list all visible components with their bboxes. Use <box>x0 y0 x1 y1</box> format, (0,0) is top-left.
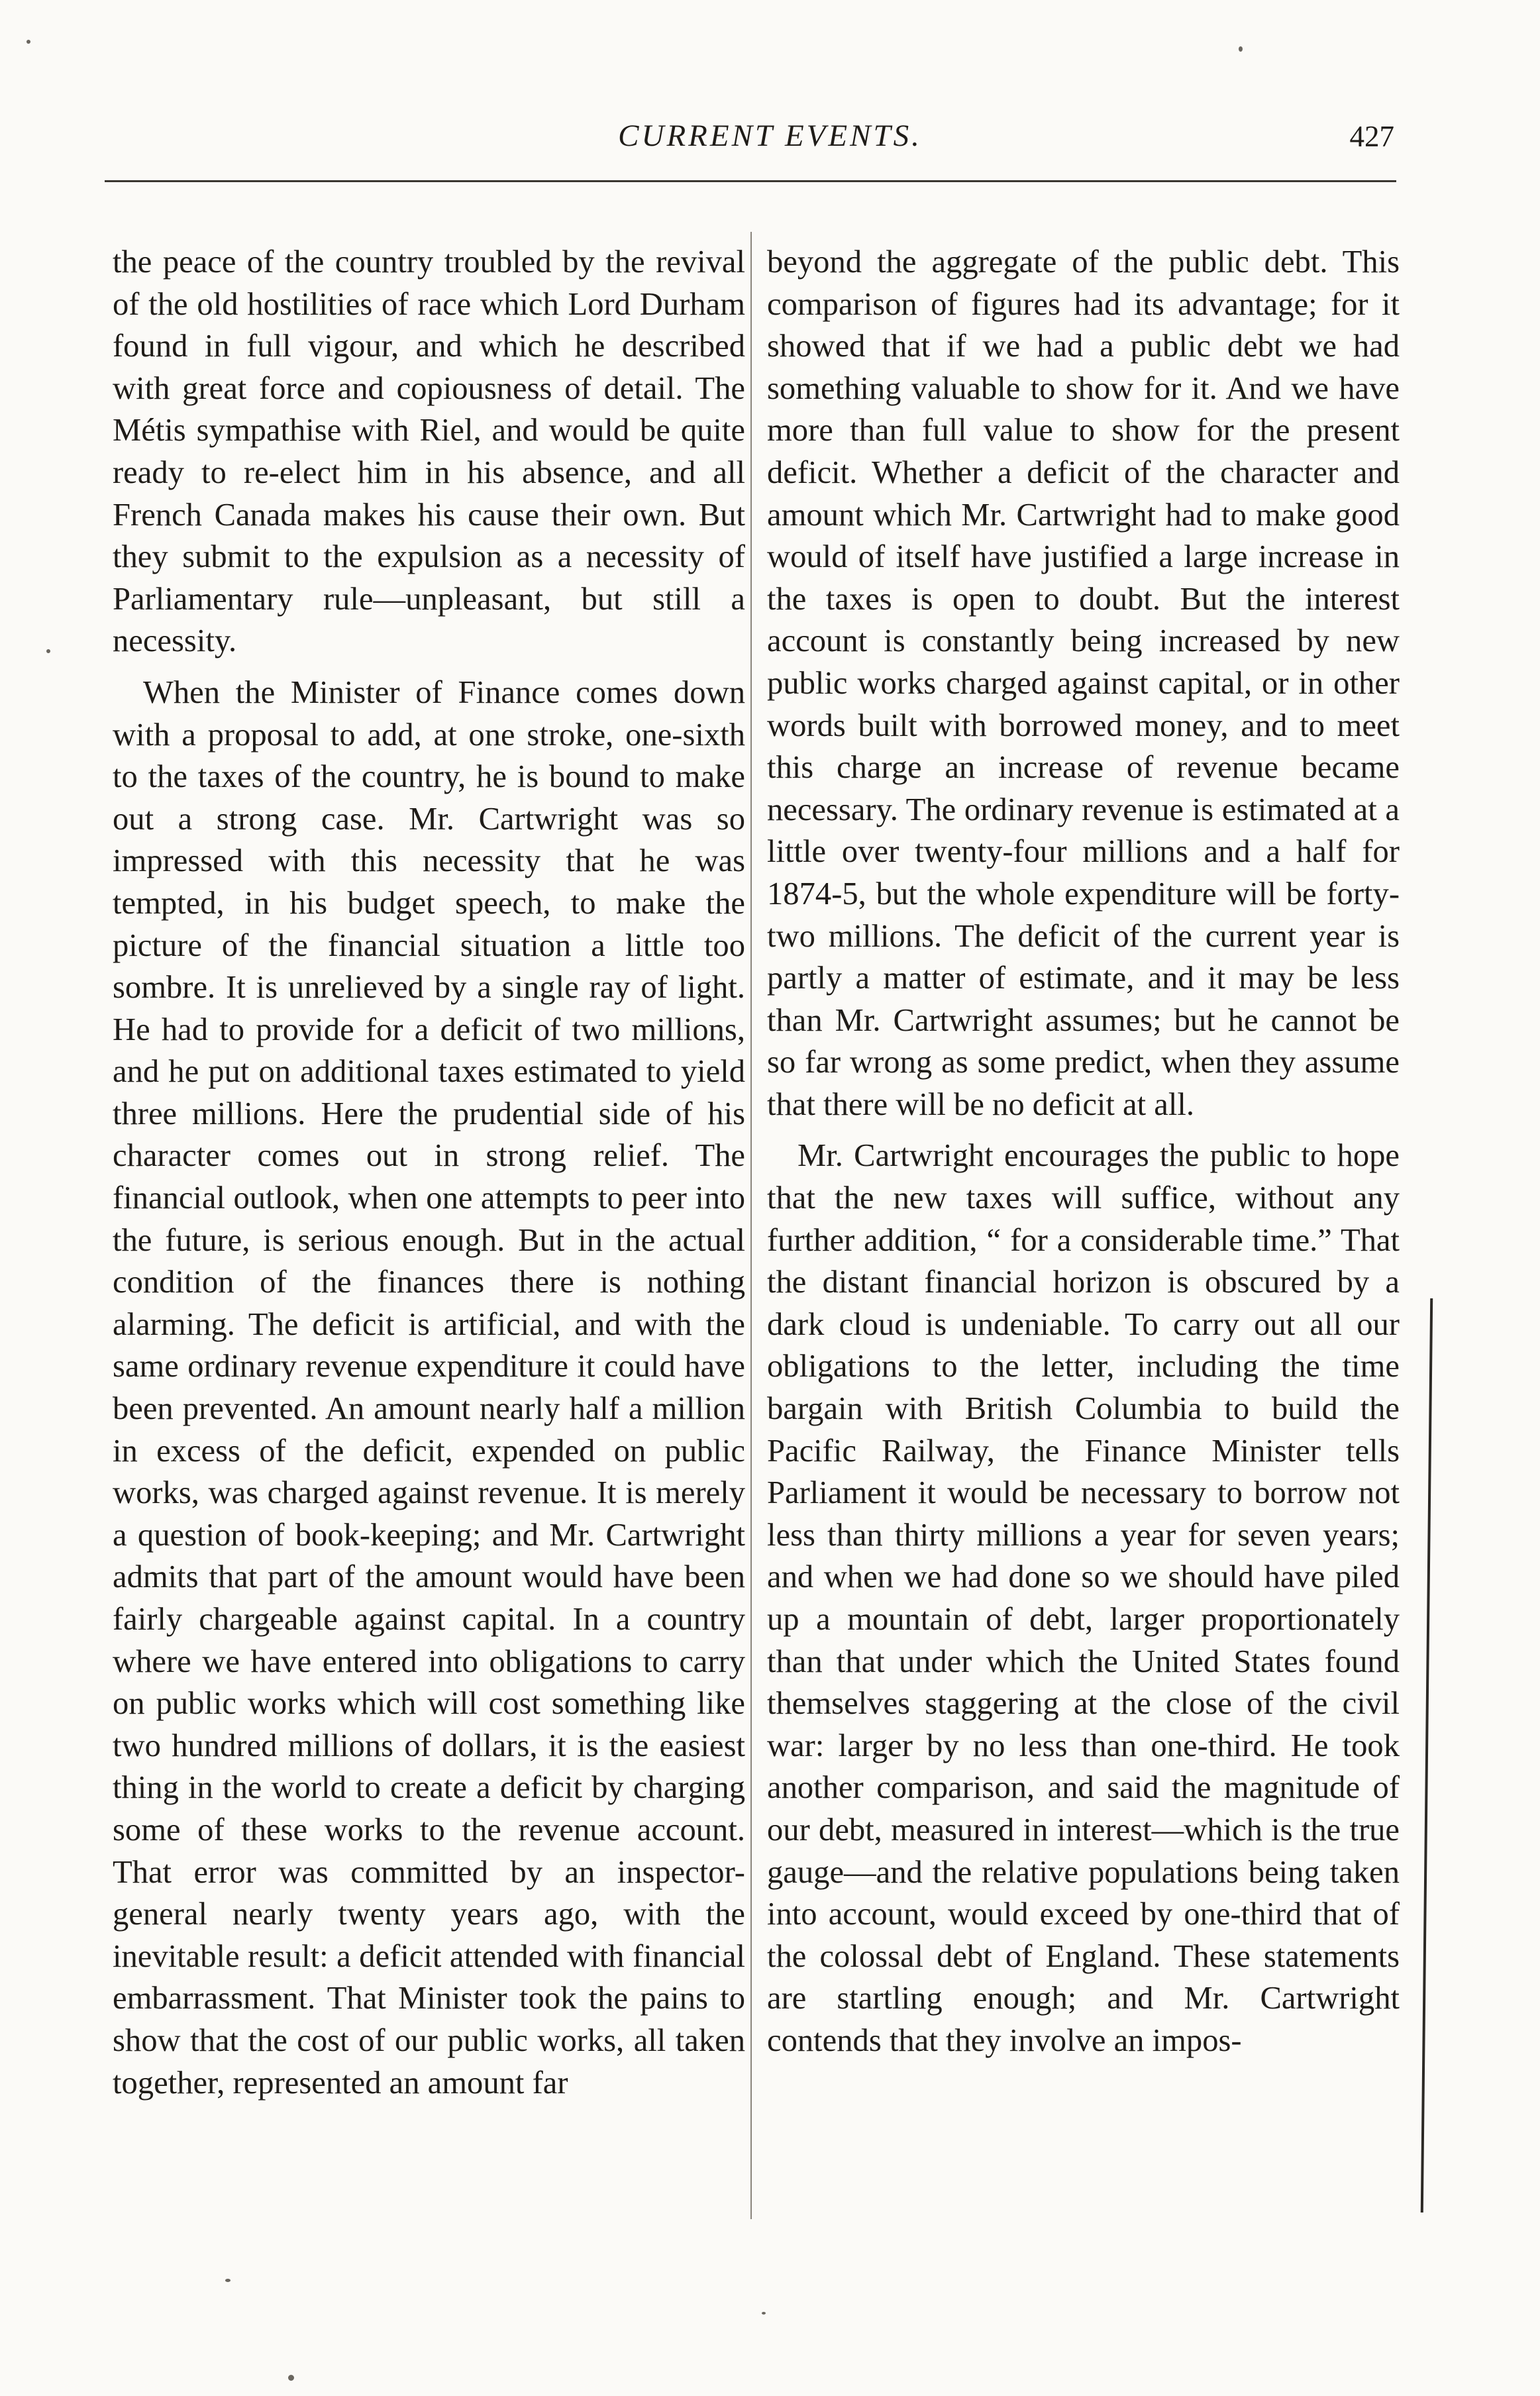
scan-speck <box>26 40 30 44</box>
scan-speck <box>1239 46 1243 52</box>
scan-speck <box>762 2312 766 2315</box>
right-column <box>767 241 1400 2242</box>
left-column <box>113 241 745 2242</box>
running-head-title: CURRENT EVENTS. <box>618 119 922 153</box>
header-rule <box>105 180 1396 182</box>
scan-speck <box>225 2279 231 2282</box>
margin-pencil-mark <box>1421 1298 1433 2213</box>
left-paragraph-1: the peace of the country troubled by the revival of the old hostilities of race which Lord Durham found in full vigour, and which he described with great force and copiousness of detail. The Métis sympathise with Riel, and would be quite ready to re-elect him in his absence, and all French Canada makes his cause their own. But they submit to the expulsion as a necessity of Parliamentary rule—unpleasant, but still a necessity. <box>113 244 745 659</box>
scan-speck <box>46 649 50 653</box>
running-head <box>0 118 1540 164</box>
page-number: 427 <box>1349 120 1394 153</box>
right-paragraph-1: beyond the aggregate of the public debt. This comparison of figures had its advantage; for it showed that if we had a public debt we had something valuable to show for it. And we have more than full value to show for the present deficit. Whether a deficit of the character and amount which Mr. Cartwright had to make good would of itself have justified a large increase in the taxes is open to doubt. But the interest account is constantly being increased by new public works charged against capital, or in other words built with borrowed money, and to meet this charge an increase of revenue became necessary. The ordinary revenue is estimated at a little over twenty-four millions and a half for 1874-5, but the whole expenditure will be forty-two millions. The deficit of the current year is partly a matter of estimate, and it may be less than Mr. Cartwright assumes; but he cannot be so far wrong as some predict, when they assume that there will be no deficit at all. <box>767 244 1400 1122</box>
scan-speck <box>288 2375 294 2381</box>
left-paragraph-2: When the Minister of Finance comes down with a proposal to add, at one stroke, one-sixth to the taxes of the country, he is bound to make out a strong case. Mr. Cartwright was so impressed with this necessity that he was tempted, in his budget speech, to make the picture of the financial situation a little too sombre. It is unrelieved by a single ray of light. He had to provide for a deficit of two millions, and he put on additional taxes estimated to yield three millions. Here the prudential side of his character comes out in strong relief. The financial outlook, when one attempts to peer into the future, is serious enough. But in the actual condition of the finances there is nothing alarming. The deficit is artificial, and with the same ordinary revenue expenditure it could have been prevented. An amount nearly half a million in excess of the deficit, expended on public works, was charged against revenue. It is merely a question of book-keeping; and Mr. Cartwright admits that part of the amount would have been fairly chargeable against capital. In a country where we have entered into obligations to carry on public works which will cost something like two hundred millions of dollars, it is the easiest thing in the world to create a deficit by charging some of these works to the revenue account. That error was committed by an inspector-general nearly twenty years ago, with the inevitable result: a deficit attended with financial embarrassment. That Minister took the pains to show that the cost of our public works, all taken together, represented an amount far <box>113 674 745 2101</box>
right-paragraph-2: Mr. Cartwright encourages the public to hope that the new taxes will suffice, without any further addition, “ for a considerable time.” That the distant financial horizon is obscured by a dark cloud is undeniable. To carry out all our obligations to the letter, including the time bargain with British Columbia to build the Pacific Railway, the Finance Minister tells Parliament it would be necessary to borrow not less than thirty millions a year for seven years; and when we had done so we should have piled up a mountain of debt, larger proportionately than that under which the United States found themselves staggering at the close of the civil war: larger by no less than one-third. He took another comparison, and said the magnitude of our debt, measured in interest—which is the true gauge—and the relative populations being taken into account, would exceed by one-third that of the colossal debt of England. These statements are startling enough; and Mr. Cartwright contends that they involve an impos- <box>767 1137 1400 2058</box>
column-rule <box>750 232 752 2219</box>
